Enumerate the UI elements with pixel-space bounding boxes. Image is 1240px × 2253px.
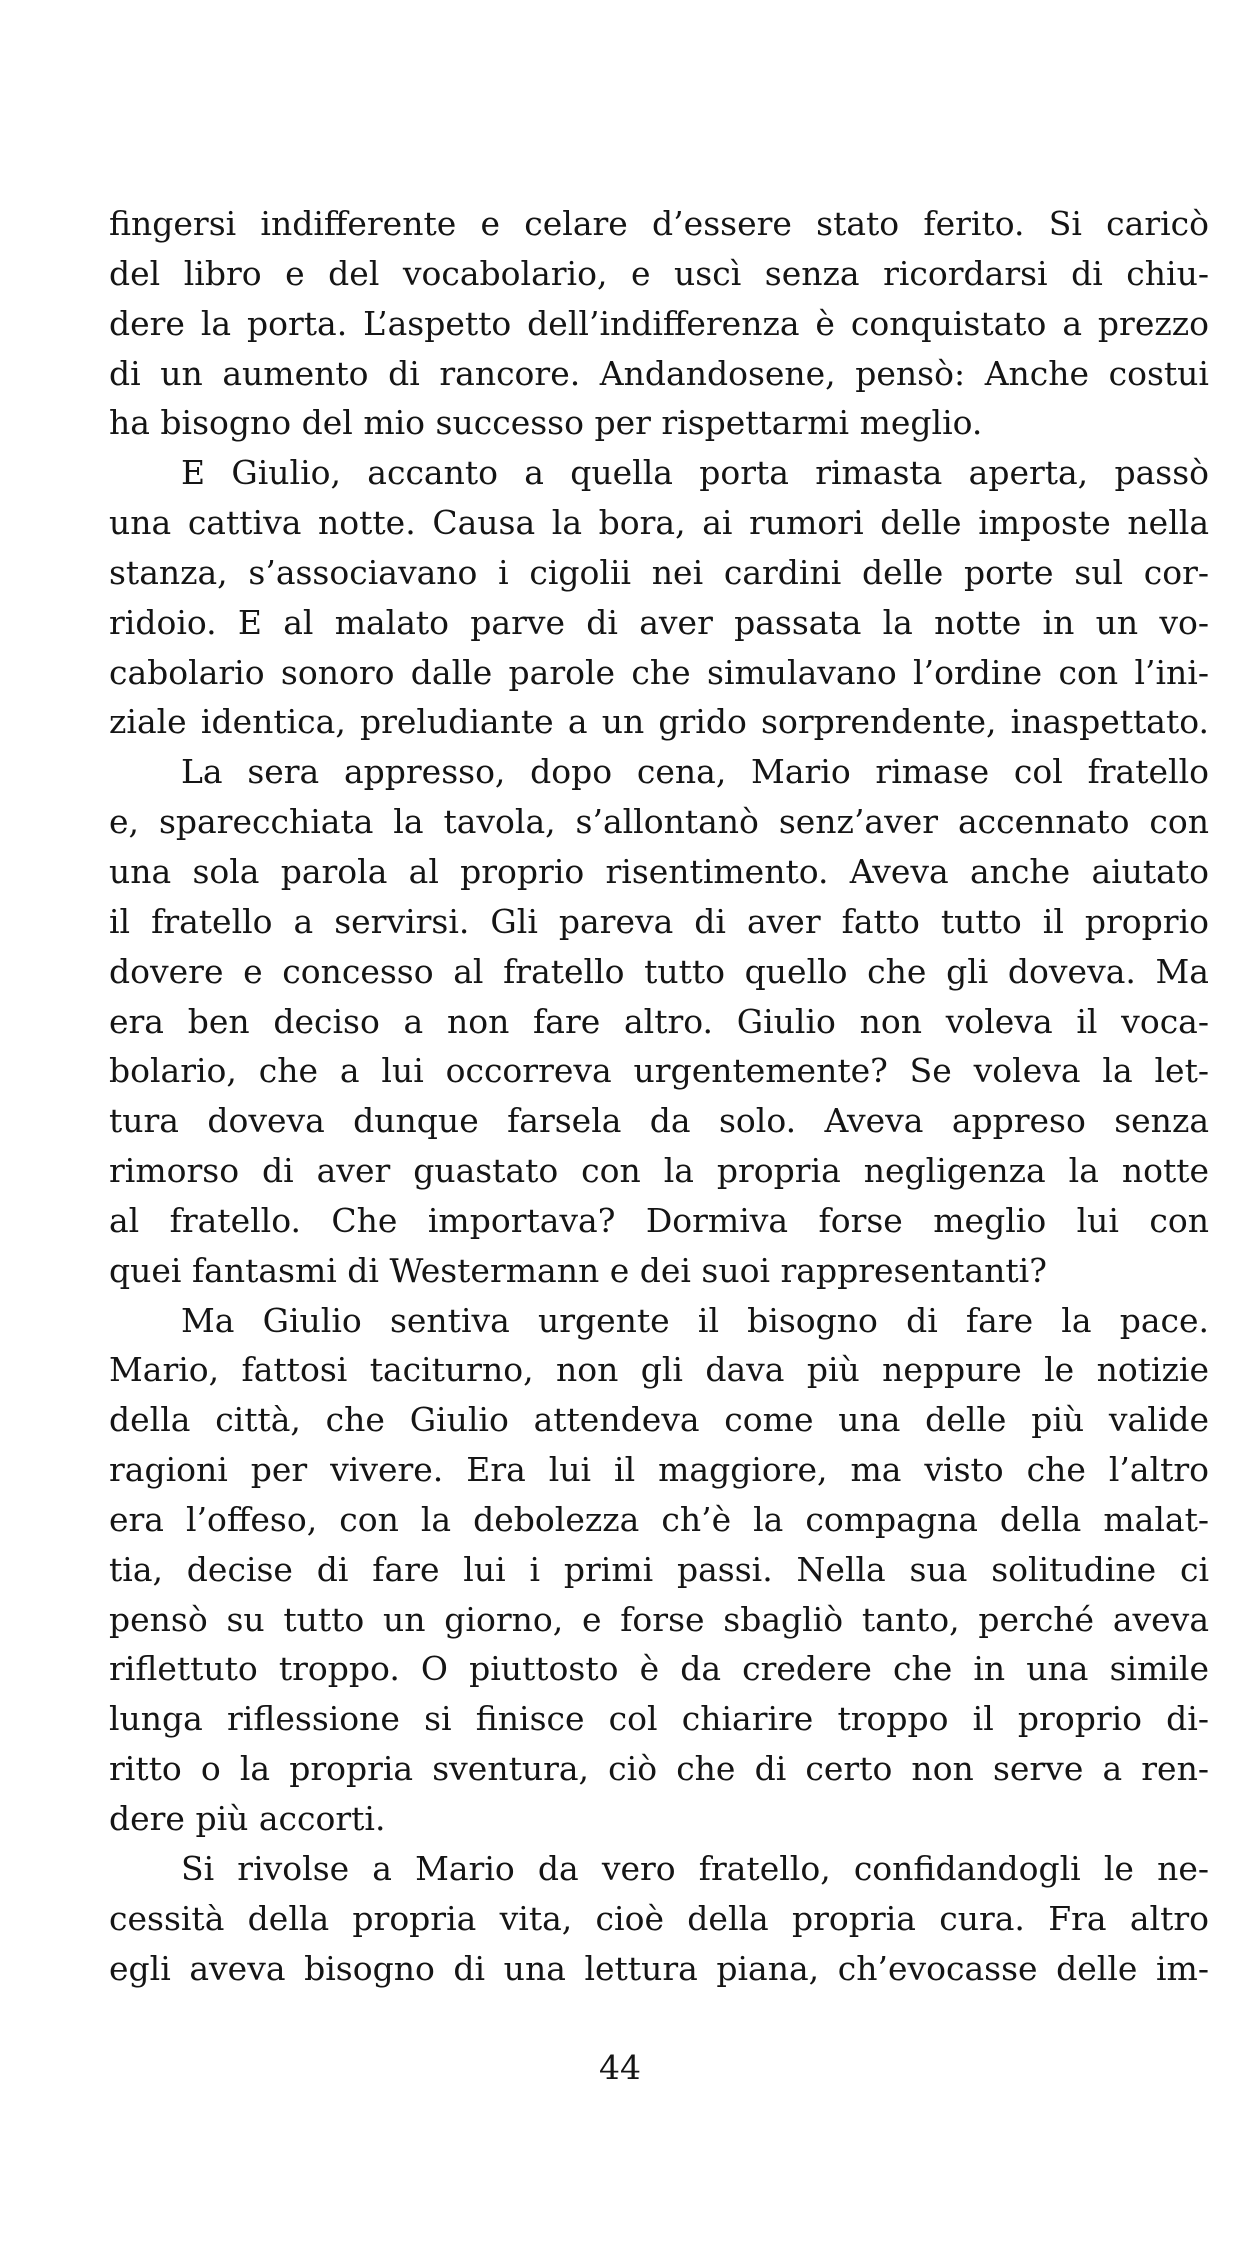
text-line: una sola parola al proprio risentimento. Aveva anche aiutato <box>109 851 1209 891</box>
text-line: ritto o la propria sventura, ciò che di certo non serve a ren- <box>109 1749 1209 1789</box>
text-line: quei fantasmi di Westermann e dei suoi rappresentanti? <box>109 1250 1047 1290</box>
text-line: pensò su tutto un giorno, e forse sbagliò tanto, perché aveva <box>109 1599 1209 1639</box>
body-text <box>109 199 1209 1993</box>
text-line: e, sparecchiata la tavola, s’allontanò senz’aver accennato con <box>109 802 1209 842</box>
text-line: dovere e concesso al fratello tutto quello che gli doveva. Ma <box>109 951 1209 991</box>
text-line: riflettuto troppo. O piuttosto è da credere che in una simile <box>109 1649 1209 1689</box>
text-line: E Giulio, accanto a quella porta rimasta aperta, passò <box>181 453 1209 493</box>
text-line: Si rivolse a Mario da vero fratello, confidandogli le ne- <box>181 1848 1209 1888</box>
text-line: una cattiva notte. Causa la bora, ai rumori delle imposte nella <box>109 503 1209 543</box>
text-line: cessità della propria vita, cioè della propria cura. Fra altro <box>109 1898 1209 1938</box>
text-line: ridoio. E al malato parve di aver passata la notte in un vo- <box>109 602 1209 642</box>
text-line: egli aveva bisogno di una lettura piana, ch’evocasse delle im- <box>109 1948 1209 1988</box>
text-line: Ma Giulio sentiva urgente il bisogno di fare la pace. <box>181 1300 1209 1340</box>
text-line: era ben deciso a non fare altro. Giulio non voleva il voca- <box>109 1001 1209 1041</box>
text-line: dere la porta. L’aspetto dell’indifferenza è conquistato a prezzo <box>109 303 1209 343</box>
text-line: tura doveva dunque farsela da solo. Aveva appreso senza <box>109 1101 1209 1141</box>
text-line: rimorso di aver guastato con la propria negligenza la notte <box>109 1151 1209 1191</box>
page-number: 44 <box>599 2048 641 2087</box>
text-line: ha bisogno del mio successo per rispettarmi meglio. <box>109 403 983 443</box>
text-line: il fratello a servirsi. Gli pareva di aver fatto tutto il proprio <box>109 901 1209 941</box>
text-line: dere più accorti. <box>109 1799 386 1838</box>
text-line: La sera appresso, dopo cena, Mario rimase col fratello <box>181 752 1209 792</box>
text-line: fingersi indifferente e celare d’essere stato ferito. Si caricò <box>109 204 1209 243</box>
text-line: cabolario sonoro dalle parole che simulavano l’ordine con l’ini- <box>109 652 1209 692</box>
text-line: stanza, s’associavano i cigolii nei cardini delle porte sul cor- <box>109 552 1209 592</box>
text-line: del libro e del vocabolario, e uscì senza ricordarsi di chiu- <box>109 253 1209 293</box>
text-line: bolario, che a lui occorreva urgentemente? Se voleva la let- <box>109 1051 1209 1091</box>
text-line: era l’offeso, con la debolezza ch’è la compagna della malat- <box>109 1499 1209 1539</box>
text-line: tia, decise di fare lui i primi passi. Nella sua solitudine ci <box>109 1549 1209 1589</box>
text-line: al fratello. Che importava? Dormiva forse meglio lui con <box>109 1200 1209 1240</box>
text-line: ragioni per vivere. Era lui il maggiore, ma visto che l’altro <box>109 1450 1209 1490</box>
text-line: di un aumento di rancore. Andandosene, pensò: Anche costui <box>109 353 1209 393</box>
text-line: ziale identica, preludiante a un grido sorprendente, inaspettato. <box>109 702 1209 742</box>
text-line: della città, che Giulio attendeva come una delle più valide <box>109 1400 1209 1440</box>
text-line: Mario, fattosi taciturno, non gli dava più neppure le notizie <box>109 1350 1209 1390</box>
text-line: lunga riflessione si finisce col chiarire troppo il proprio di- <box>109 1699 1209 1739</box>
